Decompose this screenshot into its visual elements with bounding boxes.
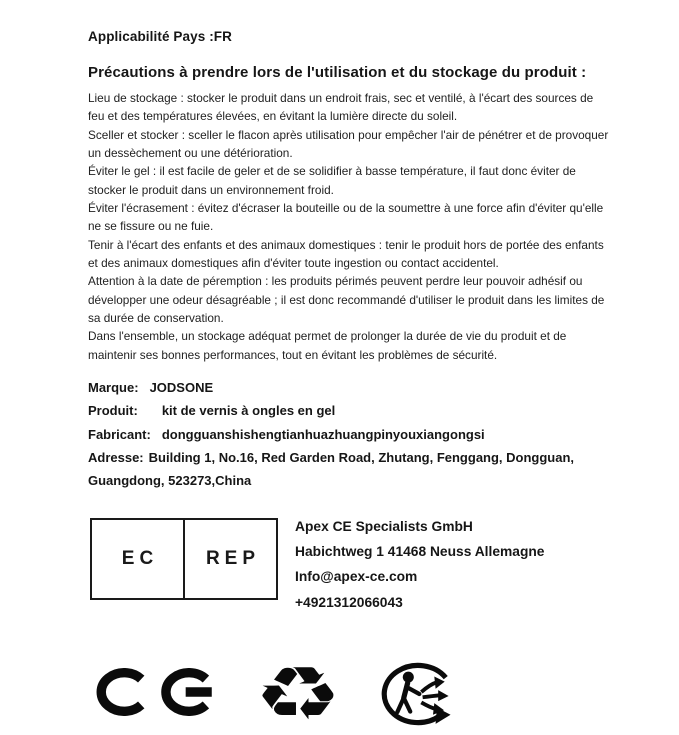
compliance-symbols-row: [95, 651, 613, 735]
representative-phone: +4921312066043: [295, 594, 403, 610]
precaution-paragraph: Sceller et stocker : sceller le flacon après utilisation pour empêcher l'air de pénétrer et de provoquer un dessèchement ou une détérioration.: [88, 127, 609, 161]
ec-cell: EC: [121, 547, 159, 569]
eu-representative-block: [295, 514, 544, 616]
precaution-paragraph: Tenir à l'écart des enfants et des animaux domestiques : tenir le produit hors de portée des enfants et des animaux domestiques afin d'éviter toute ingestion ou contact accidentel.: [88, 237, 604, 271]
representative-address: Habichtweg 1 41468 Neuss Allemagne: [295, 544, 545, 560]
country-applicability-heading: Applicabilité Pays :FR: [88, 29, 232, 44]
precaution-paragraph: Lieu de stockage : stocker le produit dans un endroit frais, sec et ventilé, à l'écart des sources de feu et des températures élevées, en évitant la lumière directe du soleil.: [88, 91, 594, 124]
recycling-glyph: ♻: [254, 651, 342, 735]
address-value: Building 1, No.16, Red Garden Road, Zhutang, Fenggang, Dongguan, Guangdong, 523273,China: [88, 450, 575, 489]
brand-value: JODSONE: [149, 380, 214, 396]
ce-mark-icon: [95, 668, 220, 716]
precautions-heading: Précautions à prendre lors de l'utilisation et du stockage du produit :: [88, 64, 587, 81]
precaution-paragraph: Dans l'ensemble, un stockage adéquat permet de prolonger la durée de vie du produit et de maintenir ses bonnes performances, tout en évitant les problèmes de sécurité.: [88, 329, 567, 362]
brand-label: Marque:: [88, 380, 139, 396]
product-value: kit de vernis à ongles en gel: [161, 403, 336, 419]
manufacturer-line: [88, 423, 636, 446]
ec-rep-symbol: [90, 518, 278, 600]
product-info-block: [88, 376, 636, 492]
manufacturer-value: dongguanshishengtianhuazhuangpinyouxiangongsi: [161, 426, 485, 442]
product-line: [88, 399, 636, 422]
brand-line: [88, 376, 636, 399]
precaution-paragraph: Éviter le gel : il est facile de geler et de se solidifier à basse température, il faut donc éviter de stocker le produit dans un environnement froid.: [88, 164, 576, 197]
ec-rep-section: [90, 518, 613, 616]
address-line: [88, 446, 636, 493]
representative-name: Apex CE Specialists GmbH: [295, 518, 473, 534]
precaution-paragraph: Éviter l'écrasement : évitez d'écraser la bouteille ou de la soumettre à une force afin d'éviter qu'elle ne se fissure ou ne fuie.: [88, 201, 604, 234]
recycling-loop-icon: [250, 651, 346, 735]
product-label: Produit:: [88, 403, 138, 419]
manufacturer-label: Fabricant:: [88, 426, 151, 442]
precaution-paragraph: Attention à la date de péremption : les produits périmés peuvent perdre leur pouvoir adhésif ou développer une odeur désagréable ; il est donc recommandé d'utiliser le produit dans les limites de sa durée de conservation.: [88, 274, 605, 326]
address-label: Adresse:: [88, 450, 144, 466]
triman-icon: [381, 662, 459, 726]
precautions-paragraphs: [88, 89, 610, 364]
rep-cell: REP: [205, 547, 261, 569]
representative-email: Info@apex-ce.com: [295, 569, 418, 585]
